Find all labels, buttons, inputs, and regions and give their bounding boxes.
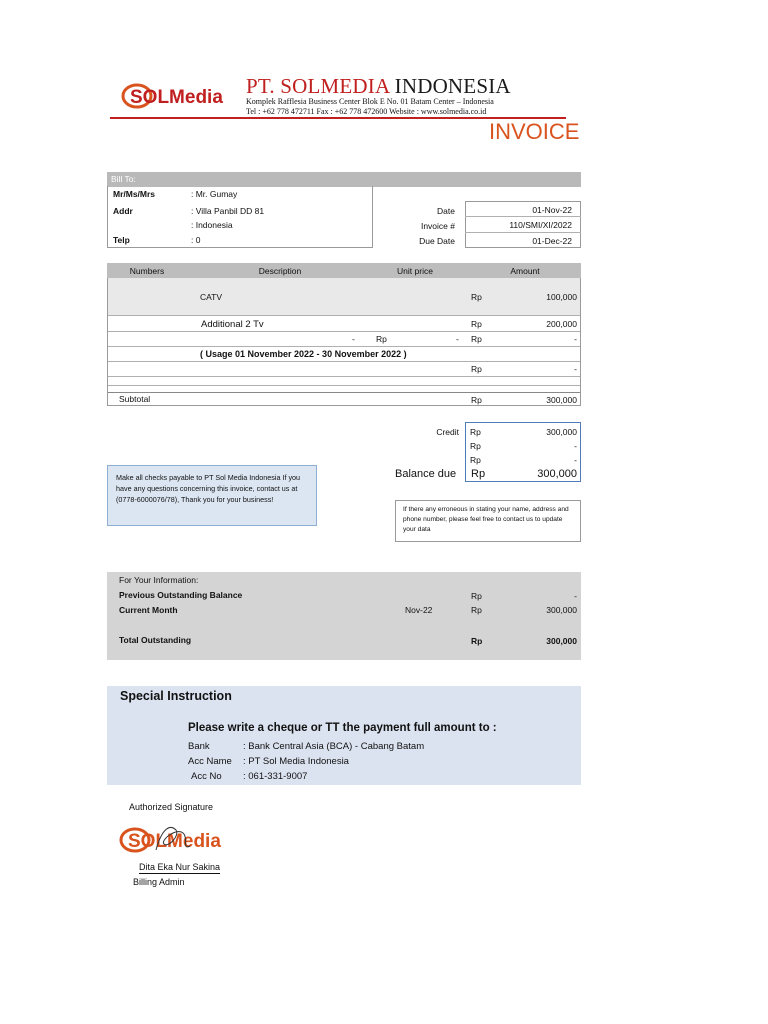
item-amount: 100,000 <box>546 292 577 302</box>
fyi-panel <box>107 572 581 660</box>
item-amount: - <box>574 334 577 344</box>
addr-label: Addr <box>113 206 133 216</box>
special-instruction-title: Special Instruction <box>120 689 232 703</box>
col-unit-price: Unit price <box>397 266 433 276</box>
prev-balance-currency: Rp <box>471 591 482 601</box>
row-divider <box>108 346 580 347</box>
col-numbers: Numbers <box>129 266 165 276</box>
subtotal-currency: Rp <box>471 395 482 405</box>
row-divider <box>108 315 580 316</box>
due-date-label: Due Date <box>419 236 455 246</box>
name-value: : Mr. Gumay <box>191 189 238 199</box>
balance-due-value: 300,000 <box>537 468 577 480</box>
row-divider <box>108 385 580 386</box>
current-month-label: Current Month <box>119 605 178 615</box>
company-logo <box>120 76 230 116</box>
meta-divider <box>465 232 581 233</box>
item-dash: - <box>456 334 459 344</box>
balance-due-label: Balance due <box>395 468 457 480</box>
item-unit-currency: Rp <box>376 334 387 344</box>
col-amount: Amount <box>510 266 540 276</box>
total-outstanding-label: Total Outstanding <box>119 635 192 645</box>
date-value: 01-Nov-22 <box>532 205 572 215</box>
credit-currency: Rp <box>470 441 481 451</box>
invoice-title: INVOICE <box>489 119 580 144</box>
acc-name-label: Acc Name <box>188 756 232 767</box>
payment-heading: Please write a cheque or TT the payment full amount to : <box>188 722 497 734</box>
company-contact: Tel : +62 778 472711 Fax : +62 778 472600 Website : www.solmedia.co.id <box>246 107 487 116</box>
credit-value: - <box>574 441 577 451</box>
telp-value: : 0 <box>191 235 201 245</box>
company-logo-text: SOLMedia <box>130 87 223 108</box>
credit-value: 300,000 <box>546 427 577 437</box>
current-month-value: 300,000 <box>546 605 577 615</box>
current-month: Nov-22 <box>405 605 433 615</box>
item-description: CATV <box>200 292 223 302</box>
signature-stamp <box>118 820 228 860</box>
company-name-red: PT. SOLMEDIA <box>246 74 390 98</box>
item-amount: 200,000 <box>546 319 577 329</box>
due-date-value: 01-Dec-22 <box>532 236 572 246</box>
addr-value-2: : Indonesia <box>191 220 233 230</box>
credit-value: - <box>574 455 577 465</box>
date-label: Date <box>437 206 455 216</box>
name-label: Mr/Ms/Mrs <box>113 189 156 199</box>
acc-no-value: : 061-331-9007 <box>243 771 308 782</box>
signatory-name: Dita Eka Nur Sakina <box>139 862 221 872</box>
invoice-number-label: Invoice # <box>420 221 455 231</box>
signatory-role: Billing Admin <box>133 877 185 887</box>
subtotal-value: 300,000 <box>546 395 577 405</box>
bank-value: : Bank Central Asia (BCA) - Cabang Batam <box>243 741 425 752</box>
invoice-number-value: 110/SMI/XI/2022 <box>509 220 572 230</box>
subtotal-label: Subtotal <box>119 394 151 404</box>
telp-label: Telp <box>113 235 130 245</box>
item-currency: Rp <box>471 364 482 374</box>
row-divider <box>108 376 580 377</box>
meta-divider <box>465 216 581 217</box>
item-currency: Rp <box>471 334 482 344</box>
signature-stamp-text: SOLMedia <box>128 831 221 852</box>
company-name <box>246 74 511 99</box>
row-divider <box>108 331 580 332</box>
payment-note: Make all checks payable to PT Sol Media Indonesia If you have any questions concerning this invoice, contact us at (0778-6000076/78), Thank you for your business! <box>107 465 317 526</box>
item-amount: - <box>574 364 577 374</box>
credit-currency: Rp <box>470 455 481 465</box>
current-month-currency: Rp <box>471 605 482 615</box>
bill-to-bar <box>107 172 581 187</box>
error-note: If there any erroneous in stating your name, address and phone number, please feel free to contact us to update your data <box>395 500 581 542</box>
item-dash: - <box>352 334 355 344</box>
prev-balance-label: Previous Outstanding Balance <box>119 590 243 600</box>
acc-name-value: : PT Sol Media Indonesia <box>243 756 349 767</box>
credit-label: Credit <box>436 427 459 437</box>
total-outstanding-currency: Rp <box>471 636 483 646</box>
acc-no-label: Acc No <box>191 771 222 782</box>
item-description: Additional 2 Tv <box>201 319 264 330</box>
subtotal-divider <box>108 392 580 393</box>
usage-period: ( Usage 01 November 2022 - 30 November 2022 ) <box>200 349 407 359</box>
company-name-dark: INDONESIA <box>394 74 511 98</box>
addr-value-1: : Villa Panbil DD 81 <box>191 206 265 216</box>
prev-balance-value: - <box>574 591 577 601</box>
signature-label: Authorized Signature <box>129 802 214 812</box>
balance-due-currency: Rp <box>471 468 486 480</box>
bank-label: Bank <box>188 741 210 752</box>
bill-to-header: Bill To: <box>111 174 136 184</box>
item-currency: Rp <box>471 292 482 302</box>
fyi-title: For Your Information: <box>119 575 199 585</box>
credit-currency: Rp <box>470 427 481 437</box>
row-divider <box>108 361 580 362</box>
total-outstanding-value: 300,000 <box>546 636 577 646</box>
col-description: Description <box>258 266 302 276</box>
item-currency: Rp <box>471 319 482 329</box>
company-address: Komplek Rafflesia Business Center Blok E No. 01 Batam Center – Indonesia <box>246 97 494 106</box>
